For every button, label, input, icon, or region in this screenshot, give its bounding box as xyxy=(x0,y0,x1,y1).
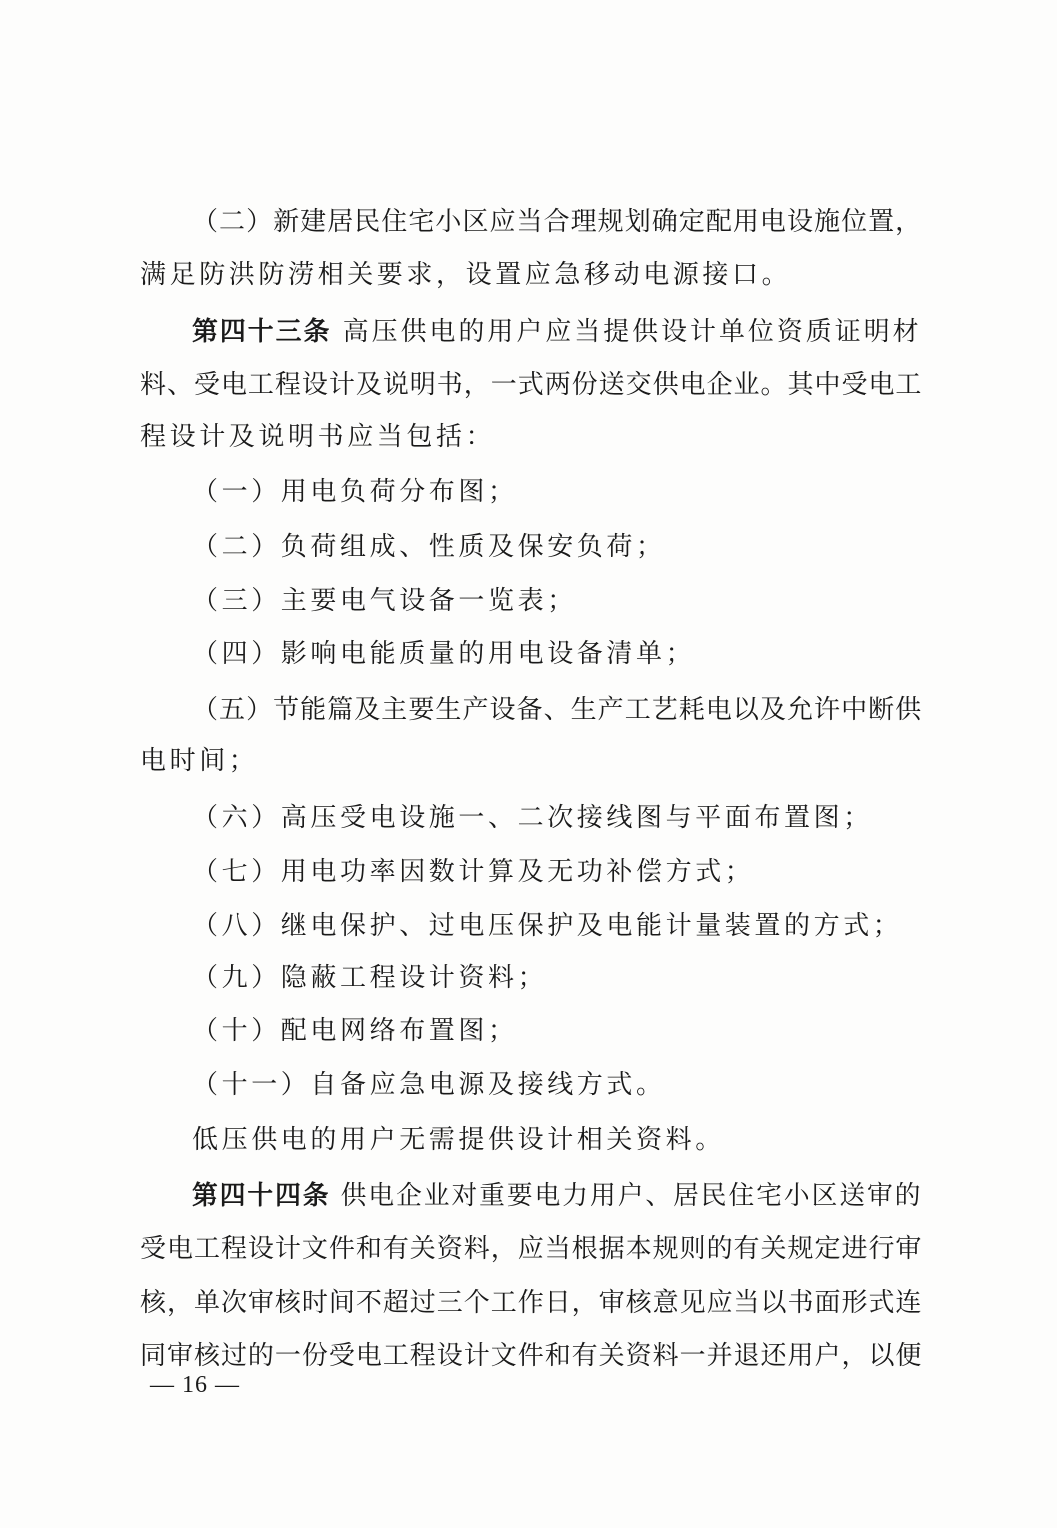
text-line xyxy=(192,1124,725,1156)
text-line xyxy=(192,476,518,508)
line-text: （六）高压受电设施一、二次接线图与平面布置图； xyxy=(192,803,873,833)
line-text: （三）主要电气设备一览表； xyxy=(192,586,577,616)
text-line xyxy=(140,259,791,291)
line-text: 受电工程设计文件和有关资料，应当根据本规则的有关规定进行审 xyxy=(140,1234,923,1264)
text-line xyxy=(140,1233,922,1265)
line-text: 高压供电的用户应当提供设计单位资质证明材 xyxy=(331,317,922,347)
line-text: （七）用电功率因数计算及无功补偿方式； xyxy=(192,857,755,887)
line-text: （一）用电负荷分布图； xyxy=(192,477,518,507)
text-line xyxy=(192,1015,518,1047)
text-line xyxy=(140,1287,922,1319)
text-line xyxy=(192,316,922,348)
line-text: （五）节能篇及主要生产设备、生产工艺耗电以及允许中断供 xyxy=(192,695,923,725)
line-text: 料、受电工程设计及说明书，一式两份送交供电企业。其中受电工 xyxy=(140,370,923,400)
text-line xyxy=(192,802,873,834)
line-text: 电时间； xyxy=(140,746,259,776)
text-line xyxy=(192,638,695,670)
line-text: （四）影响电能质量的用电设备清单； xyxy=(192,639,696,669)
line-text: （二）新建居民住宅小区应当合理规划确定配用电设施位置， xyxy=(192,207,923,237)
text-line xyxy=(192,694,922,726)
line-text: 同审核过的一份受电工程设计文件和有关资料一并退还用户，以便 xyxy=(140,1341,923,1371)
text-line xyxy=(140,421,495,453)
text-line xyxy=(192,1180,922,1212)
text-line xyxy=(140,745,258,777)
text-line xyxy=(192,585,577,617)
text-line xyxy=(192,962,547,994)
line-text: （十一）自备应急电源及接线方式。 xyxy=(192,1070,666,1100)
text-line xyxy=(192,910,902,942)
text-line xyxy=(140,369,922,401)
line-text: 满足防洪防涝相关要求，设置应急移动电源接口。 xyxy=(140,260,792,290)
text-line xyxy=(192,856,754,888)
article-heading: 第四十四条 xyxy=(192,1181,331,1211)
text-line xyxy=(140,1340,922,1372)
line-text: 程设计及说明书应当包括： xyxy=(140,422,496,452)
line-text: （十）配电网络布置图； xyxy=(192,1016,518,1046)
page-number: — 16 — xyxy=(150,1372,240,1398)
text-line xyxy=(192,206,922,238)
line-text: （九）隐蔽工程设计资料； xyxy=(192,963,548,993)
line-text: 低压供电的用户无需提供设计相关资料。 xyxy=(192,1125,725,1155)
line-text: （二）负荷组成、性质及保安负荷； xyxy=(192,532,666,562)
line-text: （八）继电保护、过电压保护及电能计量装置的方式； xyxy=(192,911,903,941)
line-text: 供电企业对重要电力用户、居民住宅小区送审的 xyxy=(330,1181,923,1211)
text-line xyxy=(192,531,666,563)
article-heading: 第四十三条 xyxy=(192,317,332,347)
text-line xyxy=(192,1069,666,1101)
line-text: 核，单次审核时间不超过三个工作日，审核意见应当以书面形式连 xyxy=(140,1288,923,1318)
